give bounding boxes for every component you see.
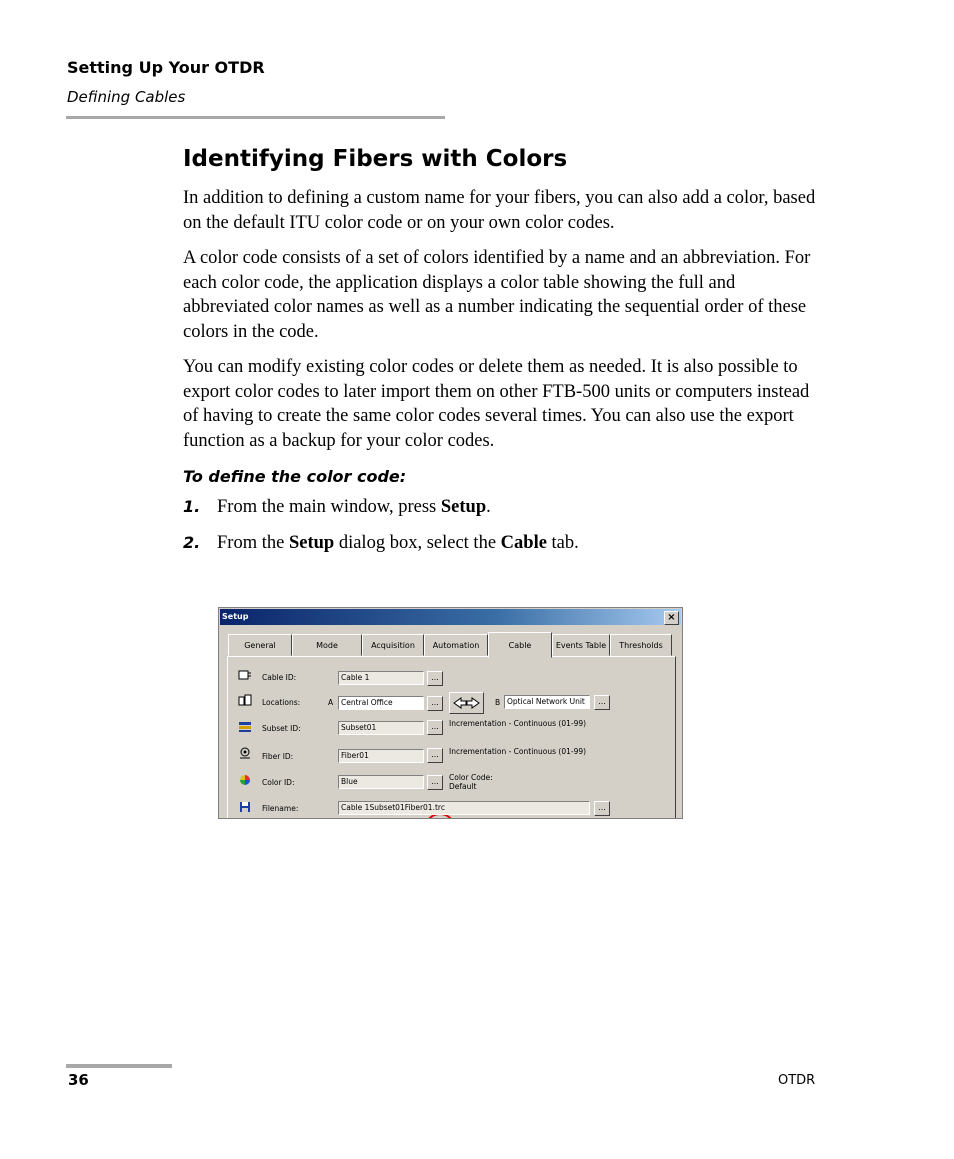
tab-automation[interactable]: Automation — [424, 634, 488, 656]
tab-bar — [228, 634, 680, 656]
subset-id-browse-button[interactable]: ... — [427, 720, 443, 735]
subset-incrementation-note: Incrementation - Continuous (01-99) — [449, 719, 587, 728]
running-header-title: Setting Up Your OTDR — [67, 58, 265, 77]
subset-id-label: Subset ID: — [262, 724, 301, 733]
dialog-titlebar — [220, 609, 681, 625]
fiber-icon — [238, 747, 252, 759]
fiber-incrementation-note: Incrementation - Continuous (01-99) — [449, 747, 587, 756]
fiber-id-label: Fiber ID: — [262, 752, 294, 761]
paragraph-2: A color code consists of a set of colors identified by a name and an abbreviation. For each color code, the application displays a color table showing the full and abbreviated color names as well as a number indicating the sequential order of these colors in the code. — [183, 248, 811, 342]
cable-icon — [238, 669, 252, 681]
step-text: From the — [217, 533, 289, 553]
tab-mode[interactable]: Mode — [292, 634, 362, 656]
page-number: 36 — [68, 1071, 89, 1089]
filename-field[interactable]: Cable 1Subset01Fiber01.trc — [338, 801, 590, 815]
main-content — [183, 146, 823, 567]
buildings-icon — [238, 694, 252, 706]
location-b-field[interactable]: Optical Network Unit — [504, 695, 590, 709]
footer-product: OTDR — [778, 1073, 816, 1088]
section-heading: Identifying Fibers with Colors — [183, 146, 568, 172]
step-text: From the main window, press — [217, 497, 441, 517]
step-text: dialog box, select the — [334, 533, 501, 553]
cable-id-label: Cable ID: — [262, 673, 297, 682]
step-2 — [183, 531, 823, 555]
step-text: . — [486, 497, 491, 517]
tab-thresholds[interactable]: Thresholds — [610, 634, 672, 656]
step-1 — [183, 495, 823, 519]
subset-icon — [238, 721, 252, 733]
fiber-id-field[interactable]: Fiber01 — [338, 749, 424, 763]
color-code-note — [449, 773, 493, 791]
color-code-value: Default — [449, 782, 477, 791]
color-id-field[interactable]: Blue — [338, 775, 424, 789]
tab-general[interactable]: General — [228, 634, 292, 656]
location-b-browse-button[interactable]: ... — [594, 695, 610, 710]
color-wheel-icon — [238, 774, 252, 786]
tab-acquisition[interactable]: Acquisition — [362, 634, 424, 656]
tab-events-table[interactable]: Events Table — [552, 634, 610, 656]
fiber-id-browse-button[interactable]: ... — [427, 748, 443, 763]
dialog-title: Setup — [222, 612, 249, 621]
close-button[interactable]: × — [664, 611, 679, 625]
step-number: 1. — [183, 497, 201, 516]
paragraph-1: In addition to defining a custom name for your fibers, you can also add a color, based on the default ITU color code or on your own color codes. — [183, 188, 816, 233]
swap-arrows-icon — [450, 693, 483, 713]
color-id-browse-button[interactable]: ... — [427, 775, 443, 790]
tab-cable[interactable]: Cable — [488, 632, 552, 658]
color-id-label: Color ID: — [262, 778, 295, 787]
cable-id-field[interactable]: Cable 1 — [338, 671, 424, 685]
running-header-subtitle: Defining Cables — [67, 88, 186, 106]
step-keyword: Cable — [500, 533, 547, 553]
swap-locations-button[interactable] — [449, 692, 484, 714]
filename-label: Filename: — [262, 804, 299, 813]
setup-dialog-screenshot — [218, 607, 683, 819]
locations-label: Locations: — [262, 698, 301, 707]
location-a-field[interactable]: Central Office — [338, 696, 424, 710]
header-rule — [66, 116, 445, 119]
footer-rule — [66, 1064, 172, 1068]
location-b-label: B — [495, 698, 501, 707]
filename-browse-button[interactable]: ... — [594, 801, 610, 816]
location-a-browse-button[interactable]: ... — [427, 696, 443, 711]
color-code-label: Color Code: — [449, 773, 493, 782]
cable-tab-panel — [227, 656, 676, 819]
step-text: tab. — [546, 533, 579, 553]
cable-id-browse-button[interactable]: ... — [427, 671, 443, 686]
subset-id-field[interactable]: Subset01 — [338, 721, 424, 735]
paragraph-3: You can modify existing color codes or delete them as needed. It is also possible to export color codes to later import them on other FTB-500 units or computers instead of having to create the same color codes several times. You can also use the export function as a backup for your color codes. — [183, 357, 810, 451]
step-keyword: Setup — [288, 533, 335, 553]
location-a-label: A — [328, 698, 334, 707]
procedure-title: To define the color code: — [183, 467, 407, 486]
step-number: 2. — [183, 533, 201, 552]
step-keyword: Setup — [440, 497, 487, 517]
floppy-disk-icon — [238, 801, 252, 813]
